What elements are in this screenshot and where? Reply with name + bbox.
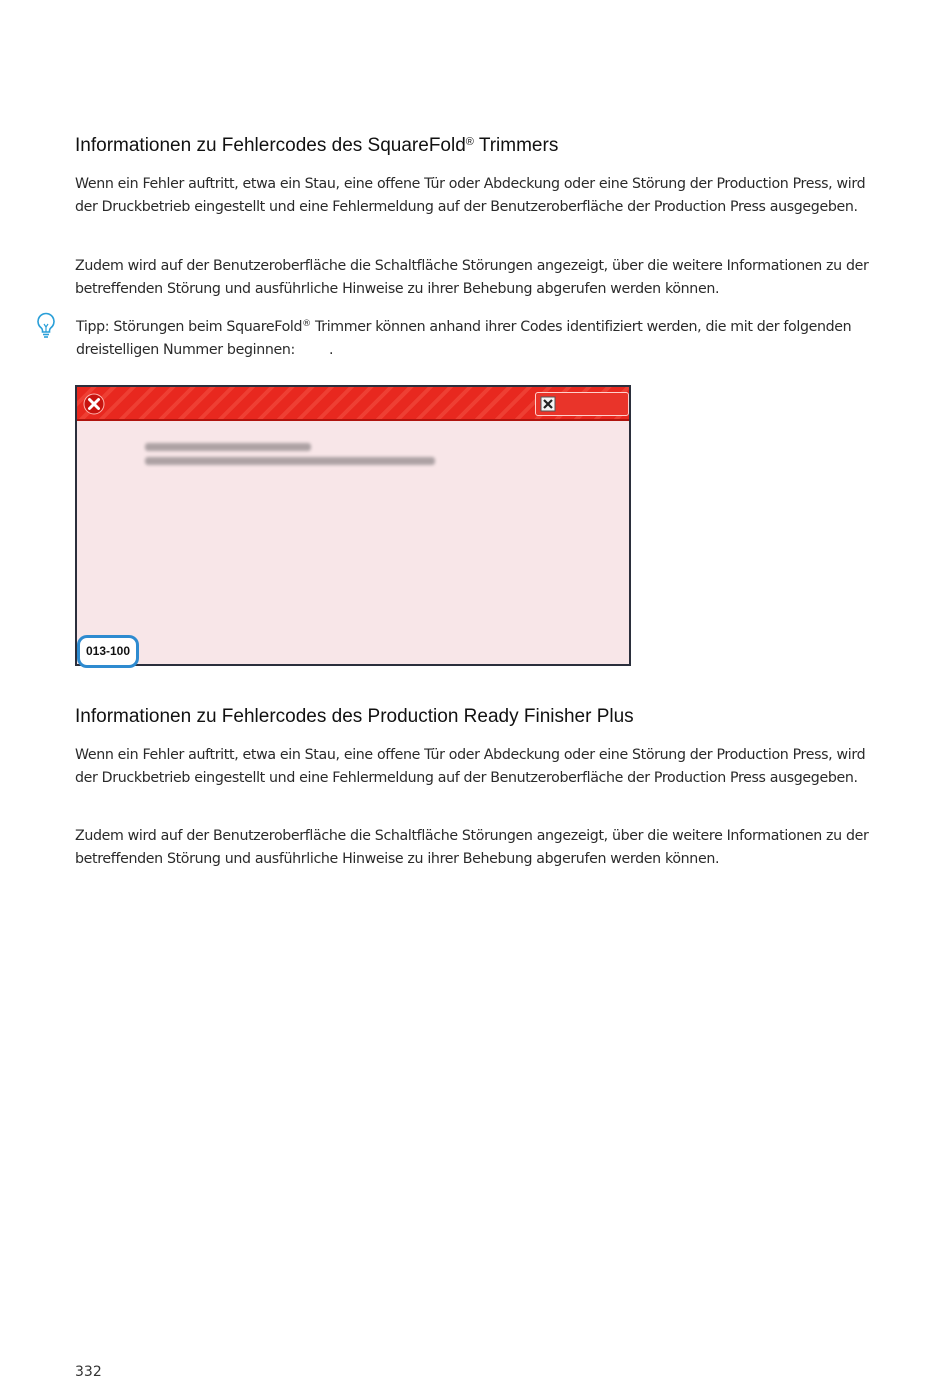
page-number: 332 <box>75 1364 102 1380</box>
dialog-titlebar <box>77 387 629 421</box>
blurred-message-line <box>145 443 311 451</box>
registered-mark: ® <box>302 319 311 329</box>
tip-text-middle: Trimmer können anhand ihrer Codes identifiziert werden, die mit der folgenden dreistelligen Nummer beginnen: <box>76 319 852 358</box>
section-title-finisher: Informationen zu Fehlercodes des Production Ready Finisher Plus <box>75 706 634 727</box>
paragraph: Zudem wird auf der Benutzeroberfläche die Schaltfläche Störungen angezeigt, über die weitere Informationen zu der betreffenden Störung und ausführliche Hinweise zu ihrer Behebung abgerufen werden können. <box>75 258 869 297</box>
tip-text-start: Tipp: Störungen beim SquareFold <box>76 319 303 335</box>
paragraph: Wenn ein Fehler auftritt, etwa ein Stau, eine offene Tür oder Abdeckung oder eine Störung der Production Press, wird der Druckbetrieb eingestellt und eine Fehlermeldung auf der Benutzeroberfläche der Production Press ausgegeben. <box>75 176 866 215</box>
registered-mark: ® <box>465 136 474 148</box>
paragraph: Zudem wird auf der Benutzeroberfläche die Schaltfläche Störungen angezeigt, über die weitere Informationen zu der betreffenden Störung und ausführliche Hinweise zu ihrer Behebung abgerufen werden können. <box>75 828 869 867</box>
error-dialog-screenshot <box>75 385 631 666</box>
error-code-highlight: 013-100 <box>77 635 139 668</box>
lightbulb-icon <box>34 311 58 339</box>
paragraph: Wenn ein Fehler auftritt, etwa ein Stau, eine offene Tür oder Abdeckung oder eine Störung der Production Press, wird der Druckbetrieb eingestellt und eine Fehlermeldung auf der Benutzeroberfläche der Production Press ausgegeben. <box>75 747 866 786</box>
close-x-icon <box>540 396 556 412</box>
title-text: Informationen zu Fehlercodes des SquareFold <box>75 135 466 156</box>
error-x-icon <box>83 393 105 415</box>
tip-text <box>76 313 856 362</box>
title-text-end: Trimmers <box>473 135 559 156</box>
blurred-message-line <box>145 457 435 465</box>
dialog-close-button[interactable] <box>535 392 629 416</box>
section-title-squarefold <box>75 135 558 157</box>
tip-text-end: . <box>328 342 334 358</box>
